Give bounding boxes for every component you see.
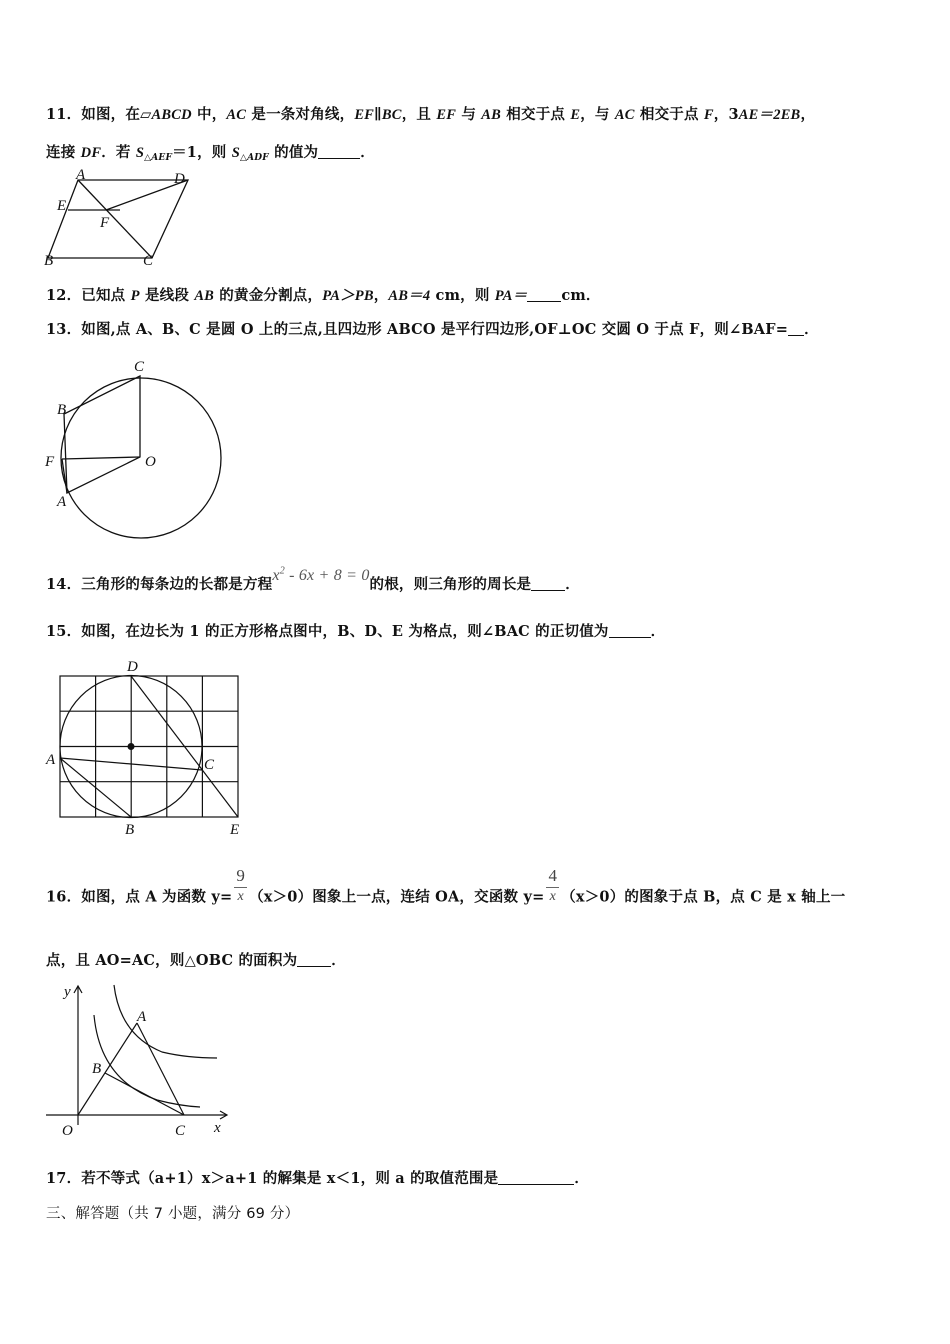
grid-figure [44, 657, 254, 842]
parallelogram-abcd [48, 180, 188, 258]
question-15: 15．如图，在边长为 1 的正方形格点图中，B、D、E 为格点，则∠BAC 的正切值为 ． [46, 623, 666, 640]
label-e: E [57, 198, 67, 214]
diagonal-ac [78, 180, 152, 258]
label-c: C [143, 253, 154, 269]
section-3-heading: 三、解答题（共 7 小题，满分 69 分） [46, 1206, 300, 1222]
label-b: B [92, 1061, 102, 1077]
answer-blank [498, 1171, 574, 1185]
label-f: F [100, 215, 110, 231]
label-x: x [214, 1120, 221, 1136]
segment-oa [78, 1023, 137, 1115]
parallelogram-figure [40, 168, 200, 268]
answer-blank [527, 288, 561, 302]
label-b: B [44, 253, 54, 269]
answer-blank [531, 577, 565, 591]
question-16-line2: 点，且 AO=AC，则△OBC 的面积为 ． [46, 952, 346, 969]
answer-blank [609, 624, 651, 638]
question-17: 17．若不等式（a+1）x＞a+1 的解集是 x＜1，则 a 的取值范围是 ． [46, 1170, 590, 1187]
label-c: C [134, 359, 145, 375]
center-point [128, 743, 135, 750]
question-13: 13．如图,点 A、B、C 是圆 O 上的三点,且四边形 ABCO 是平行四边形,OF⊥OC 交圆 O 于点 F，则∠BAF= ． [46, 321, 819, 338]
label-o: O [62, 1123, 73, 1139]
equation: $x^2 - 6x + 8 = 0$ [272, 565, 370, 584]
label-o: O [145, 454, 156, 470]
label-a: A [46, 752, 56, 768]
segment-bc [105, 1073, 184, 1115]
label-a: A [57, 494, 67, 510]
label-b: B [125, 822, 135, 838]
answer-blank [318, 145, 360, 159]
label-a: A [137, 1009, 147, 1025]
fraction-9-over-x: $\frac{9}{x}$ [236, 866, 246, 904]
question-11-line1: 11．如图，在▱ABCD 中，AC 是一条对角线，EF∥BC，且 EF 与 AB 相交于点 E，与 AC 相交于点 F，3AE＝2EB， [46, 106, 816, 123]
label-d: D [174, 171, 185, 187]
fraction-4-over-x: $\frac{4}{x}$ [548, 866, 558, 904]
label-e: E [230, 822, 240, 838]
label-y: y [64, 984, 71, 1000]
label-c: C [175, 1123, 186, 1139]
curve-y-4-over-x [94, 1015, 200, 1107]
answer-blank [788, 322, 804, 336]
question-14: 14．三角形的每条边的长都是方程$x^2 - 6x + 8 = 0$的根，则三角形的周长是 ． [46, 565, 580, 593]
circle-figure [42, 356, 232, 541]
question-12: 12．已知点 P 是线段 AB 的黄金分割点，PA＞PB，AB＝4 cm，则 PA＝ cm． [46, 287, 601, 304]
parallelogram-abco [64, 376, 140, 493]
label-c: C [204, 757, 215, 773]
answer-blank [297, 953, 331, 967]
curve-y-9-over-x [114, 985, 217, 1058]
label-b: B [57, 402, 67, 418]
label-f: F [45, 454, 55, 470]
label-a: A [76, 167, 86, 183]
grid-lines [60, 676, 238, 817]
hyperbola-figure [42, 980, 242, 1145]
question-11-line2: 连接 DF．若 $S_{\triangle AEF}=1$，则 $S_{\triangle ADF}$ 的值为 ． [46, 144, 375, 163]
question-16-line1: 16．如图，点 A 为函数 y= $\frac{9}{x}$ （x＞0）图象上一点，连结 OA，交函数 y= $\frac{4}{x}$ （x＞0）的图象于点 B，点 C 是 x 轴上一 [46, 877, 845, 918]
label-d: D [127, 659, 138, 675]
segment-of [62, 457, 140, 459]
